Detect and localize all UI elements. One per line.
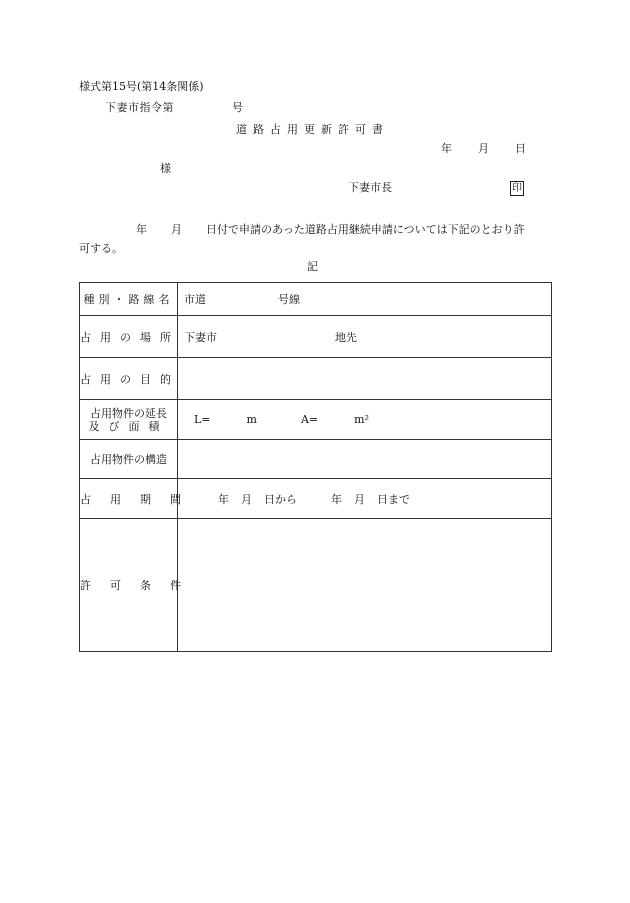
order-number-prefix: 下妻市指令第 <box>105 101 174 114</box>
location-label: 占用の場所 <box>80 316 178 358</box>
location-suffix: 地先 <box>335 330 357 344</box>
period-to-month: 月 <box>354 492 365 506</box>
location-value[interactable] <box>178 316 552 358</box>
conditions-label: 許可条件 <box>80 519 178 652</box>
purpose-label: 占用の目的 <box>80 358 178 400</box>
table-row <box>80 283 552 316</box>
issue-date <box>441 143 526 154</box>
body-year: 年 <box>136 223 147 236</box>
length-area-label-line2: 及び面積 <box>88 419 169 433</box>
location-prefix: 下妻市 <box>184 330 217 344</box>
issue-date-year: 年 <box>441 142 452 155</box>
route-name-label: 種別・路線名 <box>80 283 178 316</box>
document-title: 道路占用更新許可書 <box>236 123 389 136</box>
issue-date-month: 月 <box>478 142 489 155</box>
route-name-value[interactable] <box>178 283 552 316</box>
table-row <box>80 479 552 519</box>
structure-value[interactable] <box>178 440 552 479</box>
route-prefix: 市道 <box>184 293 206 306</box>
table-row <box>80 400 552 440</box>
period-from-suffix: 日から <box>264 492 297 506</box>
issue-date-day: 日 <box>515 142 526 155</box>
length-area-label <box>80 400 178 440</box>
table-row <box>80 440 552 479</box>
body-text: 日付で申請のあった道路占用継続申請については下記のとおり許 <box>206 223 525 236</box>
length-area-value[interactable] <box>178 400 552 440</box>
route-suffix: 号線 <box>278 293 300 306</box>
order-number-suffix: 号 <box>232 101 244 114</box>
structure-label: 占用物件の構造 <box>80 440 178 479</box>
body-month: 月 <box>171 223 182 236</box>
form-number-label: 様式第15号(第14条関係) <box>79 80 204 93</box>
table-row <box>80 316 552 358</box>
addressee-honorific: 様 <box>160 162 171 175</box>
area-label: A= <box>300 413 319 426</box>
area-unit: m² <box>354 413 369 426</box>
period-to-suffix: 日まで <box>377 492 410 506</box>
seal-stamp-box: 印 <box>512 183 522 194</box>
body-text-line-1 <box>136 224 525 235</box>
permit-details-table <box>79 282 552 652</box>
length-area-label-line1: 占用物件の延長 <box>90 406 167 420</box>
table-row <box>80 519 552 652</box>
period-from-month: 月 <box>241 492 252 506</box>
period-value[interactable] <box>178 479 552 519</box>
conditions-value[interactable] <box>178 519 552 652</box>
period-label: 占用期間 <box>80 479 178 519</box>
record-heading: 記 <box>307 260 318 273</box>
purpose-value[interactable] <box>178 358 552 400</box>
table-row <box>80 358 552 400</box>
period-to-year: 年 <box>331 492 342 506</box>
length-unit: m <box>246 413 257 426</box>
length-label: L= <box>194 413 211 426</box>
body-text-line-2: 可する。 <box>79 242 123 255</box>
order-number-line <box>105 101 244 114</box>
period-from-year: 年 <box>218 492 229 506</box>
issuer-name: 下妻市長 <box>348 181 392 194</box>
